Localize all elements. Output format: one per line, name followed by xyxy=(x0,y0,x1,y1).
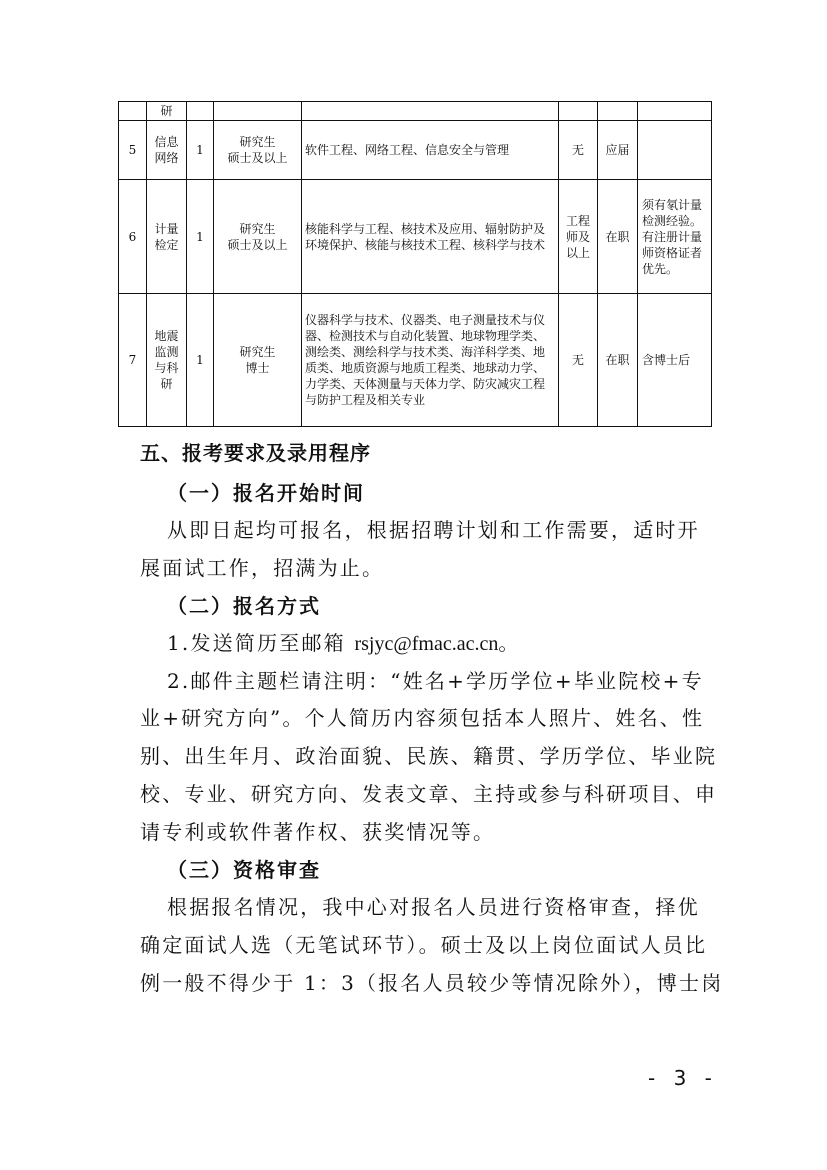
cell-major: 仪器科学与技术、仪器类、电子测量技术与仪器、检测技术与自动化装置、地球物理学类、测绘类、测绘科学与技术类、海洋科学类、地质类、地质资源与地质工程类、地球动力学、力学类、天体测量与天体力学、防灾减灾工程与防护工程及相关专业 xyxy=(302,294,559,427)
email-address: rsjyc@fmac.ac.cn xyxy=(354,633,499,655)
table-row xyxy=(119,294,712,427)
paragraph-line: 校、专业、研究方向、发表文章、主持或参与科研项目、申 xyxy=(140,782,718,806)
paragraph-line: 2.邮件主题栏请注明：“姓名+学历学位+毕业院校+专 xyxy=(167,669,704,693)
paragraph-line: 请专利或软件著作权、获奖情况等。 xyxy=(140,820,496,844)
paragraph-line: 根据报名情况，我中心对报名人员进行资格审查，择优 xyxy=(167,895,700,919)
cell-major: 软件工程、网络工程、信息安全与管理 xyxy=(302,121,559,180)
subheading-qualification-review: （三）资格审查 xyxy=(167,858,321,882)
cell-count: 1 xyxy=(187,180,214,294)
cell-education: 研究生 硕士及以上 xyxy=(214,180,302,294)
cell-status: 在职 xyxy=(598,294,638,427)
paragraph-line: 业+研究方向”。个人简历内容须包括本人照片、姓名、性 xyxy=(140,706,705,730)
cell-education: 研究生 硕士及以上 xyxy=(214,121,302,180)
cell-no: 7 xyxy=(119,294,147,427)
cell-no: 6 xyxy=(119,180,147,294)
paragraph-line: 别、出生年月、政治面貌、民族、籍贯、学历学位、毕业院 xyxy=(140,744,718,768)
cell-title: 无 xyxy=(559,121,598,180)
positions-table xyxy=(118,101,712,427)
cell-count: 1 xyxy=(187,294,214,427)
paragraph-line: 展面试工作，招满为止。 xyxy=(140,556,385,580)
cell-status: 在职 xyxy=(598,180,638,294)
table-row-fragment xyxy=(119,102,712,121)
cell-note: 须有氡计量检测经验。有注册计量师资格证者优先。 xyxy=(638,180,712,294)
cell-status: 应届 xyxy=(598,121,638,180)
table-row xyxy=(119,121,712,180)
paragraph-line: 例一般不得少于 1：3（报名人员较少等情况除外），博士岗 xyxy=(140,971,724,995)
cell-post: 地震 监测 与科 研 xyxy=(147,294,187,427)
cell-note xyxy=(638,121,712,180)
paragraph-line: 确定面试人选（无笔试环节）。硕士及以上岗位面试人员比 xyxy=(140,933,708,957)
cell-title: 无 xyxy=(559,294,598,427)
section-heading: 五、报考要求及录用程序 xyxy=(140,441,371,465)
cell-post-fragment: 研 xyxy=(147,102,187,121)
page-number: - 3 - xyxy=(648,1066,718,1090)
cell-no: 5 xyxy=(119,121,147,180)
subheading-registration-method: （二）报名方式 xyxy=(167,594,321,618)
cell-count: 1 xyxy=(187,121,214,180)
list-item-email: 1.发送简历至邮箱 rsjyc@fmac.ac.cn。 xyxy=(167,631,521,655)
table-row xyxy=(119,180,712,294)
cell-title: 工程 师及 以上 xyxy=(559,180,598,294)
paragraph-line: 从即日起均可报名，根据招聘计划和工作需要，适时开 xyxy=(167,518,700,542)
cell-post: 计量 检定 xyxy=(147,180,187,294)
cell-education: 研究生 博士 xyxy=(214,294,302,427)
cell-note: 含博士后 xyxy=(638,294,712,427)
cell-post: 信息 网络 xyxy=(147,121,187,180)
subheading-registration-time: （一）报名开始时间 xyxy=(167,481,365,505)
cell-major: 核能科学与工程、核技术及应用、辐射防护及环境保护、核能与核技术工程、核科学与技术 xyxy=(302,180,559,294)
